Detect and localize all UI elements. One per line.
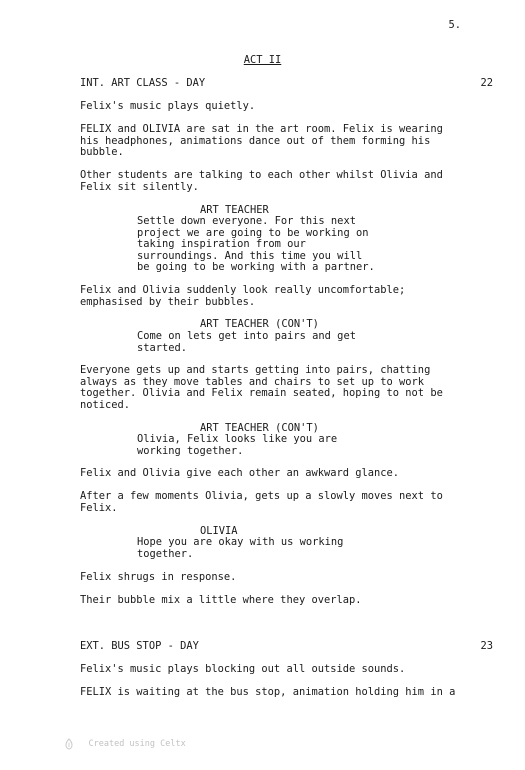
- character-name: ART TEACHER (CON'T): [200, 422, 319, 434]
- action-line: Felix's music plays quietly.: [80, 100, 256, 112]
- character-name: ART TEACHER: [200, 204, 269, 216]
- action-line: Other students are talking to each other whilst Olivia and Felix sit silently.: [80, 169, 443, 193]
- character-name: ART TEACHER (CON'T): [200, 318, 319, 330]
- action-line: Felix and Olivia suddenly look really uncomfortable; emphasised by their bubbles.: [80, 284, 406, 308]
- action-line: Felix and Olivia give each other an awkward glance.: [80, 467, 400, 479]
- action-line: Their bubble mix a little where they overlap.: [80, 594, 362, 606]
- action-line: FELIX and OLIVIA are sat in the art room. Felix is wearing his headphones, animations dance out of them forming his bubble.: [80, 123, 443, 159]
- character-name: OLIVIA: [200, 525, 238, 537]
- celtx-logo-icon: [64, 718, 84, 770]
- scene-heading: EXT. BUS STOP - DAY: [80, 640, 199, 652]
- dialogue: Come on lets get into pairs and get started.: [137, 330, 356, 354]
- dialogue: Olivia, Felix looks like you are working together.: [137, 433, 338, 457]
- scene-heading: INT. ART CLASS - DAY: [80, 77, 206, 89]
- action-line: Felix's music plays blocking out all outside sounds.: [80, 663, 406, 675]
- page-number: 5.: [448, 19, 461, 31]
- dialogue: Settle down everyone. For this next project we are going to be working on taking inspiration from our surroundings. And this time you will be going to be working with a partner.: [137, 215, 375, 274]
- footer-text: Created using Celtx: [88, 739, 186, 749]
- scene-number: 23: [480, 640, 493, 652]
- footer: [64, 718, 186, 770]
- dialogue: Hope you are okay with us working together.: [137, 536, 344, 560]
- action-line: Felix shrugs in response.: [80, 571, 237, 583]
- action-line: Everyone gets up and starts getting into pairs, chatting always as they move tables and chairs to set up to work together. Olivia and Felix remain seated, hoping to not be noticed.: [80, 364, 443, 411]
- scene-number: 22: [480, 77, 493, 89]
- act-heading: ACT II: [243, 54, 282, 66]
- action-line: After a few moments Olivia, gets up a slowly moves next to Felix.: [80, 490, 443, 514]
- action-line: FELIX is waiting at the bus stop, animation holding him in a: [80, 686, 456, 698]
